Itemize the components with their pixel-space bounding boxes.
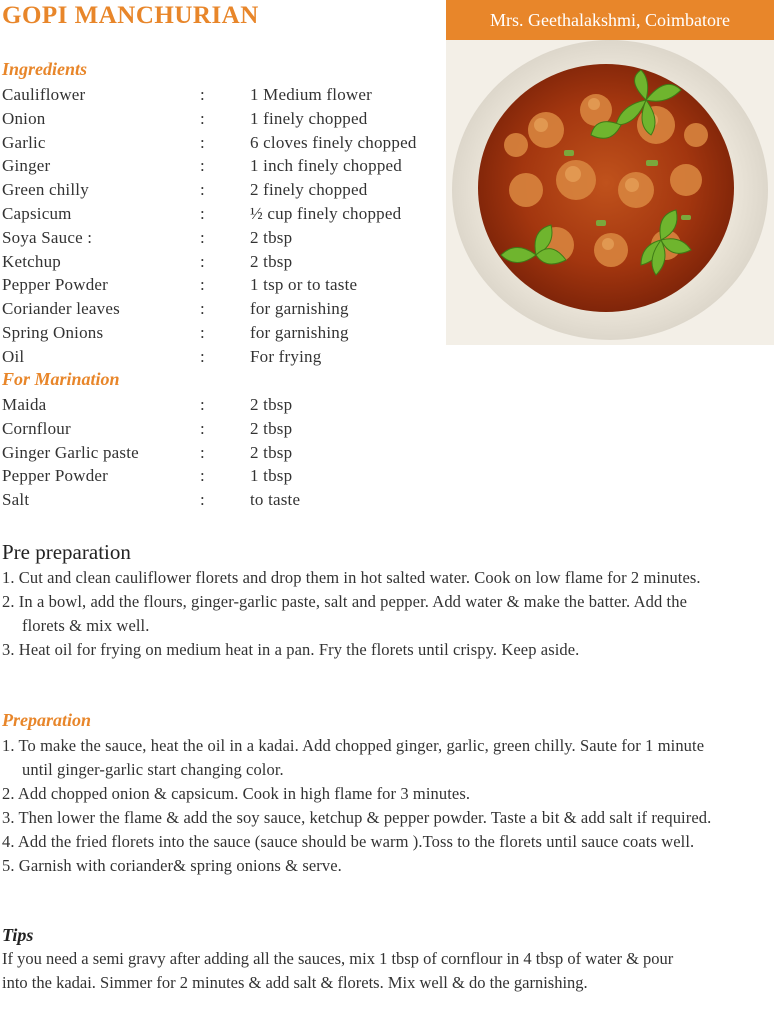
ingredient-qty: 1 finely chopped (250, 108, 368, 128)
ingredient-colon: : (200, 490, 205, 510)
ingredient-name: Garlic (2, 132, 46, 152)
tips-heading: Tips (2, 925, 34, 945)
ingredient-colon: : (200, 108, 205, 128)
ingredient-name: Coriander leaves (2, 299, 120, 319)
ingredient-name: Pepper Powder (2, 275, 108, 295)
preparation-heading: Preparation (2, 710, 92, 730)
ingredient-qty: 6 cloves finely chopped (250, 132, 417, 152)
step-item: 3. Heat oil for frying on medium heat in a pan. Fry the florets until crispy. Keep aside. (2, 640, 580, 659)
ingredient-colon: : (200, 132, 205, 152)
ingredient-name: Cauliflower (2, 85, 86, 104)
ingredient-qty: 2 tbsp (250, 418, 293, 438)
ingredient-colon: : (200, 466, 205, 486)
ingredient-colon: : (200, 395, 205, 414)
ingredient-name: Green chilly (2, 180, 89, 200)
ingredient-colon: : (200, 156, 205, 176)
preparation-steps (2, 734, 732, 878)
ingredient-name: Salt (2, 490, 30, 510)
step-item: 1. Cut and clean cauliflower florets and drop them in hot salted water. Cook on low flame for 2 minutes. (2, 568, 701, 587)
recipe-title: GOPI MANCHURIAN (2, 2, 259, 29)
ingredient-name: Spring Onions (2, 322, 104, 342)
ingredient-name: Soya Sauce : (2, 227, 93, 247)
step-item: 4. Add the fried florets into the sauce (sauce should be warm ).Toss to the florets until sauce coats well. (2, 832, 695, 851)
ingredient-colon: : (200, 346, 205, 366)
tips-text: If you need a semi gravy after adding all the sauces, mix 1 tbsp of cornflour in 4 tbsp of water & pour into the kadai. Simmer for 2 minutes & add salt & florets. Mix well & do the garnishing. (2, 949, 674, 992)
ingredient-colon: : (200, 322, 205, 342)
ingredient-qty: 1 inch finely chopped (250, 156, 402, 176)
ingredient-qty: 2 tbsp (250, 442, 293, 462)
pre-preparation-heading: Pre preparation (2, 540, 131, 564)
ingredient-colon: : (200, 275, 205, 295)
ingredient-colon: : (200, 251, 205, 271)
ingredient-name: Ketchup (2, 251, 61, 271)
ingredient-qty: 1 tsp or to taste (250, 275, 358, 295)
ingredients-heading: Ingredients (2, 59, 88, 79)
ingredient-qty: 1 tbsp (250, 466, 293, 486)
ingredient-colon: : (200, 299, 205, 319)
ingredient-qty: 1 Medium flower (250, 85, 372, 104)
step-item: 5. Garnish with coriander& spring onions & serve. (2, 856, 342, 875)
ingredient-name: Onion (2, 108, 46, 128)
ingredient-name: Oil (2, 346, 25, 366)
ingredient-qty: 2 tbsp (250, 251, 293, 271)
ingredient-qty: 2 finely chopped (250, 180, 368, 200)
ingredient-qty: for garnishing (250, 322, 349, 342)
ingredient-name: Cornflour (2, 418, 71, 438)
step-item: 3. Then lower the flame & add the soy sauce, ketchup & pepper powder. Taste a bit & add salt if required. (2, 808, 712, 827)
pre-preparation-steps (2, 566, 732, 662)
ingredient-qty: for garnishing (250, 299, 349, 319)
ingredient-qty: to taste (250, 490, 301, 510)
step-item: 2. Add chopped onion & capsicum. Cook in high flame for 3 minutes. (2, 784, 471, 803)
ingredient-name: Ginger (2, 156, 51, 176)
step-item: 1. To make the sauce, heat the oil in a kadai. Add chopped ginger, garlic, green chilly. Saute for 1 minute until ginger-garlic start changing color. (2, 736, 705, 779)
ingredient-colon: : (200, 418, 205, 438)
ingredient-colon: : (200, 203, 205, 223)
ingredient-qty: For frying (250, 346, 322, 366)
ingredient-name: Maida (2, 395, 47, 414)
ingredient-name: Pepper Powder (2, 466, 108, 486)
gobi-manchurian-photo (446, 40, 774, 345)
ingredient-name: Ginger Garlic paste (2, 442, 139, 462)
ingredient-qty: ½ cup finely chopped (250, 203, 402, 223)
ingredient-name: Capsicum (2, 203, 72, 223)
ingredient-qty: 2 tbsp (250, 227, 293, 247)
ingredient-colon: : (200, 442, 205, 462)
ingredient-colon: : (200, 227, 205, 247)
ingredient-colon: : (200, 180, 205, 200)
step-item: 2. In a bowl, add the flours, ginger-garlic paste, salt and pepper. Add water & make the batter. Add the florets & mix well. (2, 592, 687, 635)
marination-heading: For Marination (2, 369, 120, 389)
ingredient-qty: 2 tbsp (250, 395, 293, 414)
ingredient-colon: : (200, 85, 205, 104)
author-banner: Mrs. Geethalakshmi, Coimbatore (446, 0, 774, 40)
